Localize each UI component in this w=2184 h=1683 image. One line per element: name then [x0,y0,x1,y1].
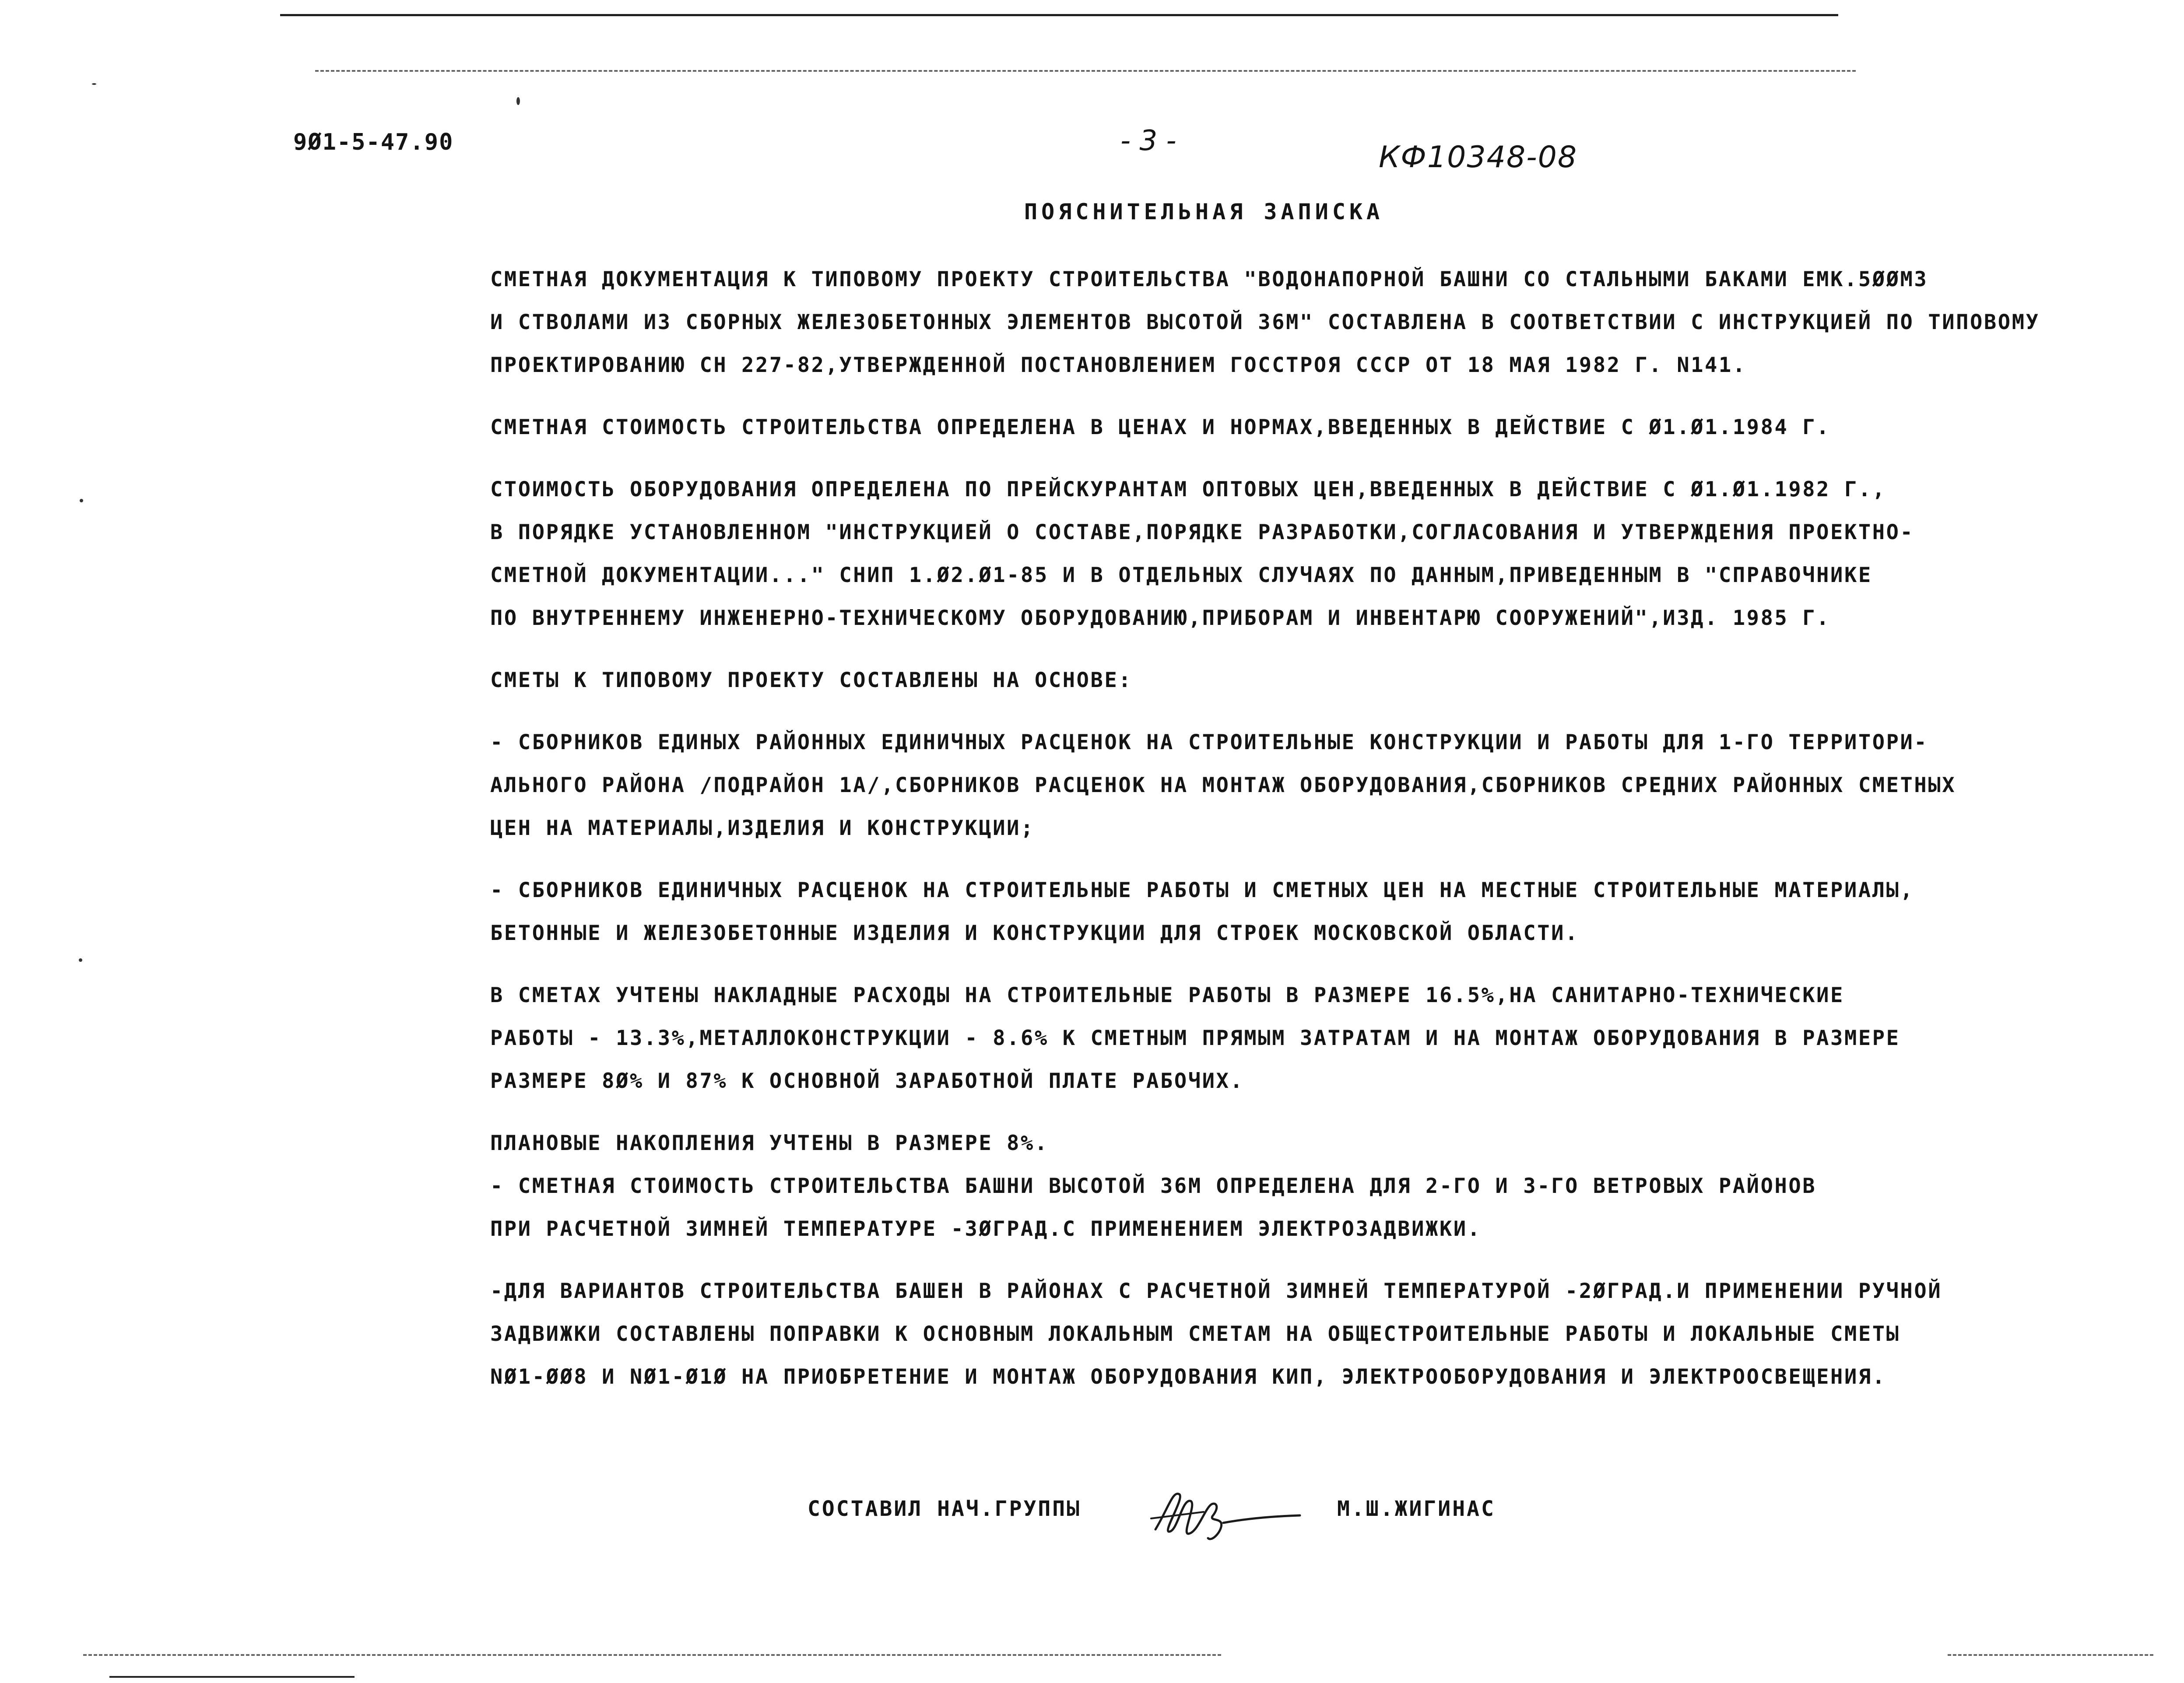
scan-speck [92,83,96,85]
body-line: И СТВОЛАМИ ИЗ СБОРНЫХ ЖЕЛЕЗОБЕТОННЫХ ЭЛЕМЕНТОВ ВЫСОТОЙ 36М" СОСТАВЛЕНА В СООТВЕТСТВИИ С ИНСТРУКЦИЕЙ ПО ТИПОВОМУ [490,310,2040,334]
body-line: СМЕТНАЯ ДОКУМЕНТАЦИЯ К ТИПОВОМУ ПРОЕКТУ СТРОИТЕЛЬСТВА "ВОДОНАПОРНОЙ БАШНИ СО СТАЛЬНЫМИ БАКАМИ ЕМК.5ØØМ3 [490,267,1928,291]
paragraph-gap [490,850,2005,869]
body-line: РАБОТЫ - 13.3%,МЕТАЛЛОКОНСТРУКЦИИ - 8.6% К СМЕТНЫМ ПРЯМЫМ ЗАТРАТАМ И НА МОНТАЖ ОБОРУДОВАНИЯ В РАЗМЕРЕ [490,1026,1900,1050]
body-line: ЦЕН НА МАТЕРИАЛЫ,ИЗДЕЛИЯ И КОНСТРУКЦИИ; [490,816,1035,840]
paragraph-gap [490,702,2005,721]
signer-name: М.Ш.ЖИГИНАС [1337,1497,1496,1521]
paragraph-gap [490,449,2005,468]
body-line: -ДЛЯ ВАРИАНТОВ СТРОИТЕЛЬСТВА БАШЕН В РАЙОНАХ С РАСЧЕТНОЙ ЗИМНЕЙ ТЕМПЕРАТУРОЙ -2ØГРАД.И ПРИМЕНЕНИИ РУЧНОЙ [490,1279,1942,1303]
body-line: В СМЕТАХ УЧТЕНЫ НАКЛАДНЫЕ РАСХОДЫ НА СТРОИТЕЛЬНЫЕ РАБОТЫ В РАЗМЕРЕ 16.5%,НА САНИТАРНО-ТЕХНИЧЕСКИЕ [490,983,1844,1007]
body-line: ПЛАНОВЫЕ НАКОПЛЕНИЯ УЧТЕНЫ В РАЗМЕРЕ 8%. [490,1131,1049,1155]
body-line: АЛЬНОГО РАЙОНА /ПОДРАЙОН 1А/,СБОРНИКОВ РАСЦЕНОК НА МОНТАЖ ОБОРУДОВАНИЯ,СБОРНИКОВ СРЕДНИХ РАЙОННЫХ СМЕТНЫХ [490,773,1956,797]
body-line: ПО ВНУТРЕННЕМУ ИНЖЕНЕРНО-ТЕХНИЧЕСКОМУ ОБОРУДОВАНИЮ,ПРИБОРАМ И ИНВЕНТАРЮ СООРУЖЕНИЙ",ИЗД. 1985 Г. [490,606,1831,630]
body-line: ПРИ РАСЧЕТНОЙ ЗИМНЕЙ ТЕМПЕРАТУРЕ -3ØГРАД.С ПРИМЕНЕНИЕМ ЭЛЕКТРОЗАДВИЖКИ. [490,1217,1482,1241]
body-line: СМЕТЫ К ТИПОВОМУ ПРОЕКТУ СОСТАВЛЕНЫ НА ОСНОВЕ: [490,668,1133,692]
bottom-dashed-rule-left [83,1654,1221,1656]
page-title: ПОЯСНИТЕЛЬНАЯ ЗАПИСКА [1024,199,1384,224]
signature-block [0,1494,2184,1556]
scan-speck [80,499,83,502]
top-dashed-rule [315,70,1856,72]
top-rule [280,14,1838,16]
body-line: СМЕТНАЯ СТОИМОСТЬ СТРОИТЕЛЬСТВА ОПРЕДЕЛЕНА В ЦЕНАХ И НОРМАХ,ВВЕДЕННЫХ В ДЕЙСТВИЕ С Ø1.Ø1.1984 Г. [490,415,1831,439]
body-line: В ПОРЯДКЕ УСТАНОВЛЕННОМ "ИНСТРУКЦИЕЙ О СОСТАВЕ,ПОРЯДКЕ РАЗРАБОТКИ,СОГЛАСОВАНИЯ И УТВЕРЖДЕНИЯ ПРОЕКТНО- [490,520,1914,544]
paragraph-gap [490,1103,2005,1122]
body-line: - СБОРНИКОВ ЕДИНИЧНЫХ РАСЦЕНОК НА СТРОИТЕЛЬНЫЕ РАБОТЫ И СМЕТНЫХ ЦЕН НА МЕСТНЫЕ СТРОИТЕЛЬНЫЕ МАТЕРИАЛЫ, [490,878,1914,902]
bottom-dashed-rule-right [1948,1654,2153,1656]
body-line: ЗАДВИЖКИ СОСТАВЛЕНЫ ПОПРАВКИ К ОСНОВНЫМ ЛОКАЛЬНЫМ СМЕТАМ НА ОБЩЕСТРОИТЕЛЬНЫЕ РАБОТЫ И ЛОКАЛЬНЫЕ СМЕТЫ [490,1322,1900,1346]
archive-code: КФ10348-08 [1379,140,1578,175]
scan-speck [516,97,520,105]
paragraph-gap [490,640,2005,659]
paragraph-gap [490,955,2005,974]
handwritten-signature [1138,1481,1304,1547]
document-code: 9Ø1-5-47.90 [293,129,454,155]
body-line: СТОИМОСТЬ ОБОРУДОВАНИЯ ОПРЕДЕЛЕНА ПО ПРЕЙСКУРАНТАМ ОПТОВЫХ ЦЕН,ВВЕДЕННЫХ В ДЕЙСТВИЕ С Ø1.Ø1.1982 Г., [490,477,1886,501]
bottom-rule [109,1676,355,1678]
body-line: - СБОРНИКОВ ЕДИНЫХ РАЙОННЫХ ЕДИНИЧНЫХ РАСЦЕНОК НА СТРОИТЕЛЬНЫЕ КОНСТРУКЦИИ И РАБОТЫ ДЛЯ 1-ГО ТЕРРИТОРИ- [490,730,1928,754]
body-line: ПРОЕКТИРОВАНИЮ СН 227-82,УТВЕРЖДЕННОЙ ПОСТАНОВЛЕНИЕМ ГОССТРОЯ СССР ОТ 18 МАЯ 1982 Г. N141. [490,353,1747,377]
body-line: РАЗМЕРЕ 8Ø% И 87% К ОСНОВНОЙ ЗАРАБОТНОЙ ПЛАТЕ РАБОЧИХ. [490,1069,1244,1093]
page-number: - 3 - [1120,125,1176,157]
body-line: СМЕТНОЙ ДОКУМЕНТАЦИИ..." СНИП 1.Ø2.Ø1-85 И В ОТДЕЛЬНЫХ СЛУЧАЯХ ПО ДАННЫМ,ПРИВЕДЕННЫМ В "СПРАВОЧНИКЕ [490,563,1872,587]
body-line: БЕТОННЫЕ И ЖЕЛЕЗОБЕТОННЫЕ ИЗДЕЛИЯ И КОНСТРУКЦИИ ДЛЯ СТРОЕК МОСКОВСКОЙ ОБЛАСТИ. [490,921,1579,945]
body-line: - СМЕТНАЯ СТОИМОСТЬ СТРОИТЕЛЬСТВА БАШНИ ВЫСОТОЙ 36М ОПРЕДЕЛЕНА ДЛЯ 2-ГО И 3-ГО ВЕТРОВЫХ РАЙОНОВ [490,1174,1817,1198]
paragraph-gap [490,387,2005,406]
scan-speck [79,958,82,962]
signature-label: СОСТАВИЛ НАЧ.ГРУППЫ [808,1497,1081,1521]
body-text [490,258,2040,1399]
body-line: NØ1-ØØ8 И NØ1-Ø1Ø НА ПРИОБРЕТЕНИЕ И МОНТАЖ ОБОРУДОВАНИЯ КИП, ЭЛЕКТРООБОРУДОВАНИЯ И ЭЛЕКТРООСВЕЩЕНИЯ. [490,1365,1886,1389]
paragraph-gap [490,1251,2005,1270]
